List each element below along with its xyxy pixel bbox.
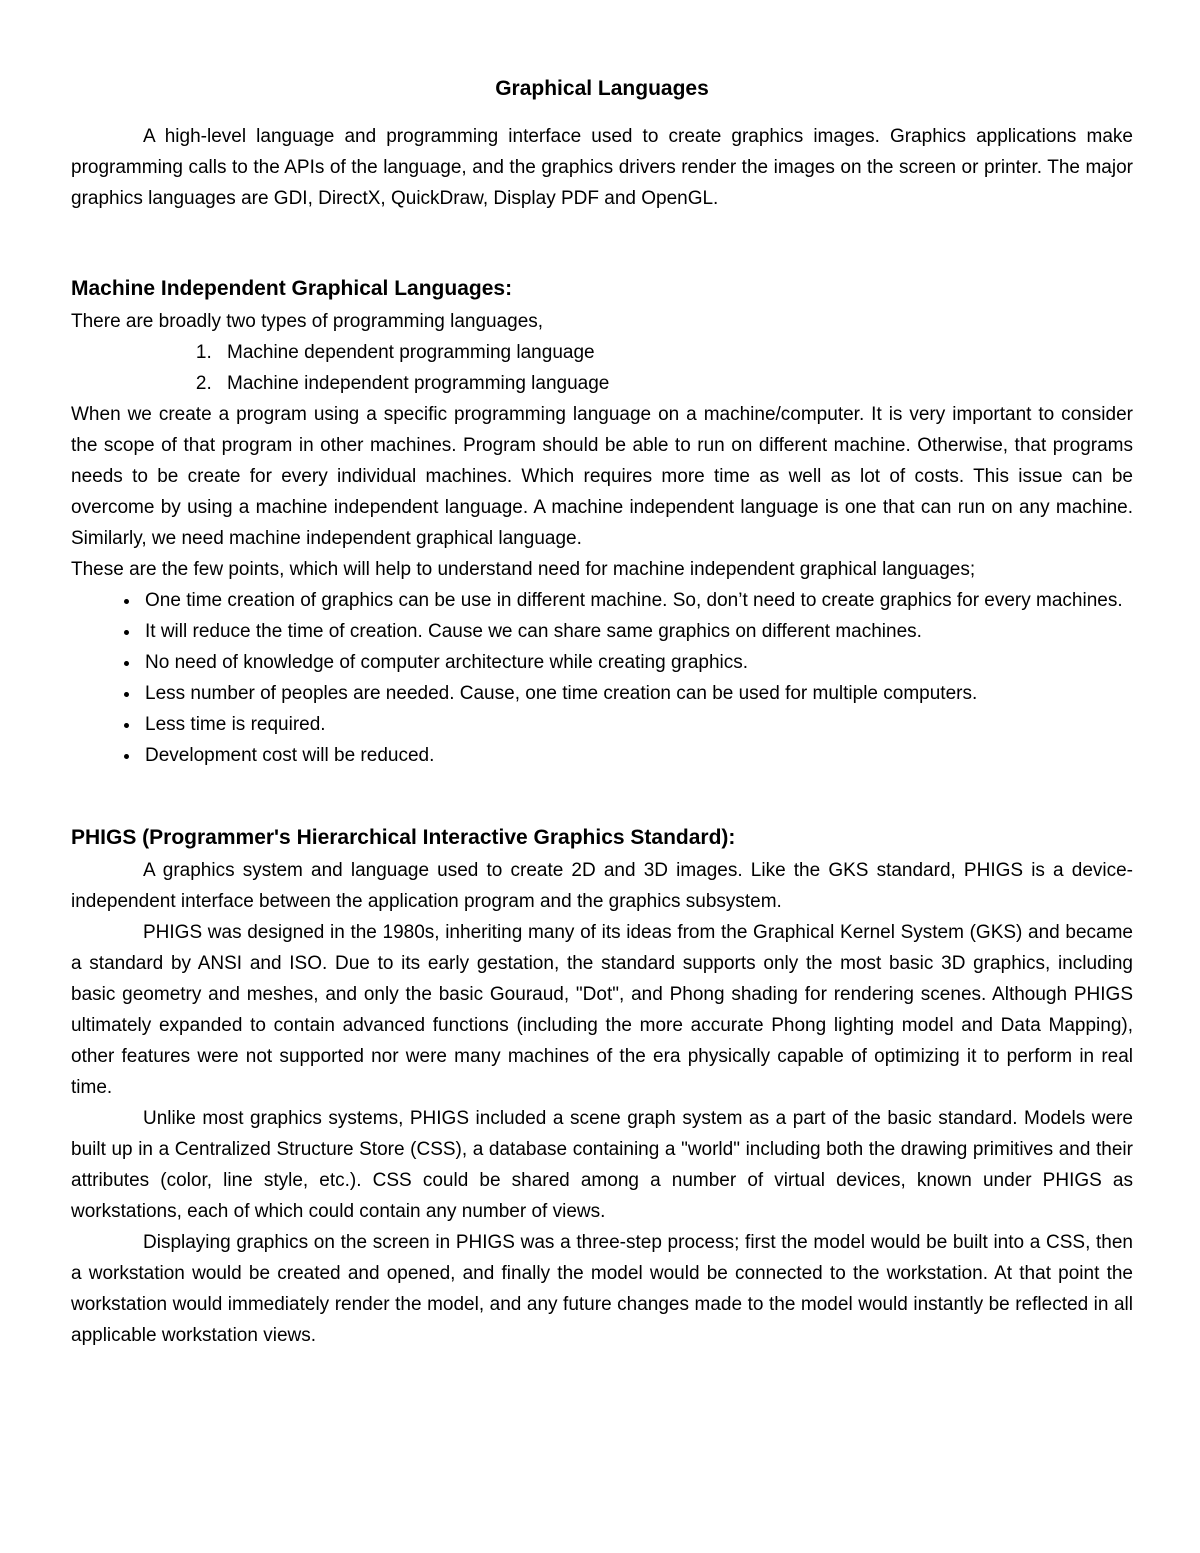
list-item: • No need of knowledge of computer architecture while creating graphics. [141, 647, 1133, 678]
list-item-machine-dependent: 1. Machine dependent programming language [217, 337, 1133, 368]
phigs-heading: PHIGS (Programmer's Hierarchical Interactive Graphics Standard): [71, 826, 736, 849]
list-item: • It will reduce the time of creation. Cause we can share same graphics on different machines. [141, 616, 1133, 647]
phigs-paragraph: A graphics system and language used to create 2D and 3D images. Like the GKS standard, PHIGS is a device-independent interface between the application program and the graphics subsystem. [71, 860, 1133, 912]
benefits-list [71, 585, 1133, 771]
document-content [71, 72, 1133, 1351]
language-types-list [71, 337, 1133, 399]
points-lead: These are the few points, which will help to understand need for machine independent graphical languages; [71, 559, 976, 580]
phigs-paragraph: PHIGS was designed in the 1980s, inheriting many of its ideas from the Graphical Kernel System (GKS) and became a standard by ANSI and ISO. Due to its early gestation, the standard supports only the most basic 3D graphics, including basic geometry and meshes, and only the basic Gouraud, "Dot", and Phong shading for rendering scenes. Although PHIGS ultimately expanded to contain advanced functions (including the more accurate Phong lighting model and Data Mapping), other features were not supported nor were many machines of the era physically capable of optimizing it to perform in real time. [71, 922, 1133, 1098]
list-item: • Less number of peoples are needed. Cause, one time creation can be used for multiple computers. [141, 678, 1133, 709]
list-item-machine-independent: 2. Machine independent programming language [217, 368, 1133, 399]
machine-independent-heading: Machine Independent Graphical Languages: [71, 277, 513, 300]
list-item: • Development cost will be reduced. [141, 740, 1133, 771]
list-item: • Less time is required. [141, 709, 1133, 740]
phigs-paragraph: Displaying graphics on the screen in PHIGS was a three-step process; first the model would be built into a CSS, then a workstation would be created and opened, and finally the model would be connected to the workstation. At that point the workstation would immediately render the model, and any future changes made to the model would instantly be reflected in all applicable workstation views. [71, 1232, 1133, 1346]
machine-independent-body: When we create a program using a specific programming language on a machine/computer. It is very important to consider the scope of that program in other machines. Program should be able to run on different machine. Otherwise, that programs needs to be create for every individual machines. Which requires more time as well as lot of costs. This issue can be overcome by using a machine independent language. A machine independent language is one that can run on any machine. Similarly, we need machine independent graphical language. [71, 404, 1133, 549]
phigs-paragraph: Unlike most graphics systems, PHIGS included a scene graph system as a part of the basic standard. Models were built up in a Centralized Structure Store (CSS), a database containing a "world" including both the drawing primitives and their attributes (color, line style, etc.). CSS could be shared among a number of virtual devices, known under PHIGS as workstations, each of which could contain any number of views. [71, 1108, 1133, 1222]
list-item: • One time creation of graphics can be use in different machine. So, don’t need to create graphics for every machines. [141, 585, 1133, 616]
intro-paragraph: A high-level language and programming interface used to create graphics images. Graphics applications make programming calls to the APIs of the language, and the graphics drivers render the images on the screen or printer. The major graphics languages are GDI, DirectX, QuickDraw, Display PDF and OpenGL. [71, 126, 1133, 209]
language-types-lead: There are broadly two types of programming languages, [71, 311, 544, 332]
document-title: Graphical Languages [495, 77, 709, 100]
